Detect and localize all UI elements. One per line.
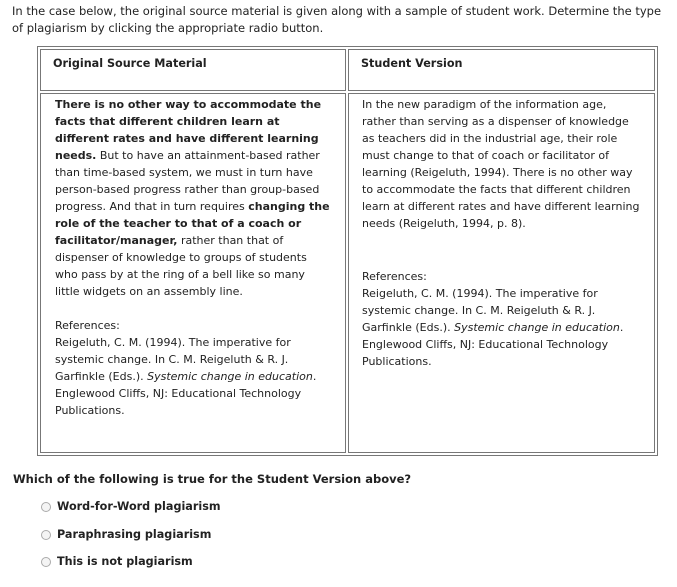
student-paragraph: In the new paradigm of the information age, rather than serving as a dispenser of knowledge as teachers did in the industrial age, their role must change to that of coach or facilitator of learning (Reigeluth, 1994). There is no other way to accommodate the facts that different children learn at different rates and have different learning needs (Reigeluth, 1994, p. 8).	[362, 98, 640, 230]
original-references	[55, 317, 332, 419]
option-word-for-word[interactable]	[41, 498, 221, 515]
reference-entry	[55, 334, 332, 419]
reference-title: Systemic change in education	[147, 370, 313, 383]
student-text	[349, 94, 654, 370]
instructions: In the case below, the original source material is given along with a sample of student work. Determine the type of plagiarism by clicking the appropriate radio button.	[12, 4, 662, 35]
student-references	[362, 268, 641, 370]
radio-button[interactable]	[41, 557, 51, 567]
option-label: Word-for-Word plagiarism	[57, 500, 221, 513]
original-text	[41, 94, 345, 419]
question-text: Which of the following is true for the Student Version above?	[13, 472, 412, 486]
references-label: References:	[55, 319, 120, 332]
option-label: Paraphrasing plagiarism	[57, 528, 212, 541]
reference-part: . Englewood Cliffs, NJ: Educational Technology Publications.	[55, 370, 317, 417]
original-bold-2: changing the role of the teacher to that of a coach or facilitator/manager,	[55, 200, 330, 247]
student-header: Student Version	[348, 49, 655, 91]
radio-button[interactable]	[41, 530, 51, 540]
reference-title: Systemic change in education	[454, 321, 620, 334]
reference-part: Reigeluth, C. M. (1994). The imperative for systemic change. In C. M. Reigeluth & R. J. Garfinkle (Eds.).	[362, 287, 598, 334]
original-cell	[40, 93, 346, 453]
option-paraphrasing[interactable]	[41, 526, 211, 543]
option-label: This is not plagiarism	[57, 555, 193, 568]
radio-button[interactable]	[41, 502, 51, 512]
original-bold-1: There is no other way to accommodate the facts that different children learn at different rates and have different learning needs.	[55, 98, 322, 162]
original-text-1: But to have an attainment-based rather than time-based system, we must in turn have person-based progress rather than group-based progress. And that in turn requires	[55, 149, 320, 213]
reference-part: . Englewood Cliffs, NJ: Educational Technology Publications.	[362, 321, 624, 368]
student-cell	[348, 93, 655, 453]
references-label: References:	[362, 270, 427, 283]
option-not-plagiarism[interactable]	[41, 553, 193, 570]
reference-part: Reigeluth, C. M. (1994). The imperative for systemic change. In C. M. Reigeluth & R. J. Garfinkle (Eds.).	[55, 336, 291, 383]
reference-entry	[362, 285, 641, 370]
original-text-2: rather than that of dispenser of knowledge to groups of students who pass by at the ring of a bell like so many little widgets on an assembly line.	[55, 234, 307, 298]
original-header: Original Source Material	[40, 49, 346, 91]
comparison-table	[37, 46, 658, 456]
